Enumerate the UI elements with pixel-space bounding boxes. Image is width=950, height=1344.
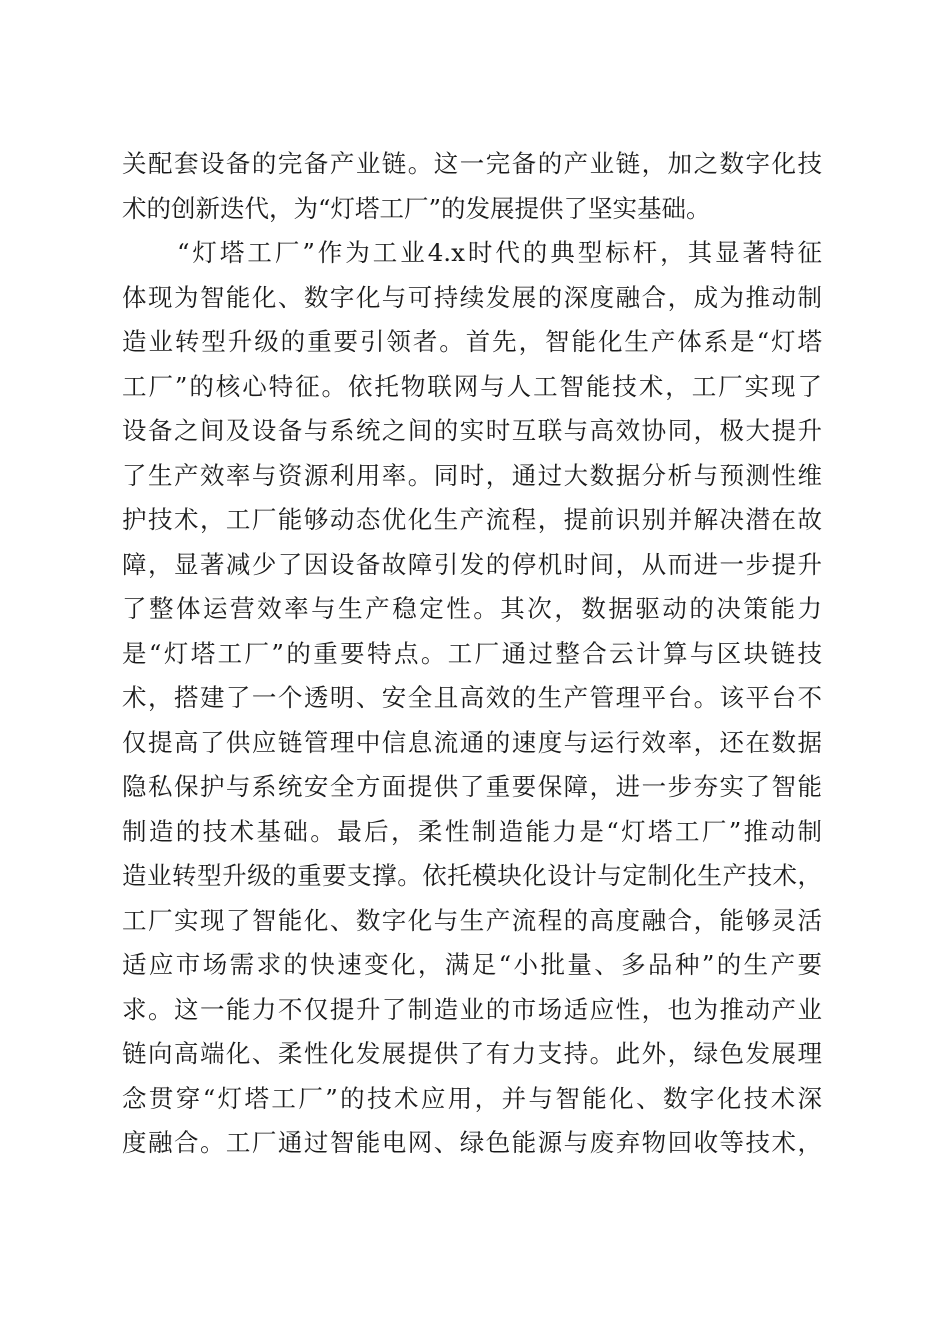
text-line: 设备之间及设备与系统之间的实时互联与高效协同，极大提升 — [122, 416, 822, 445]
text-line: 隐私保护与系统安全方面提供了重要保障，进一步夯实了智能 — [122, 772, 822, 801]
text-line: 工厂”的核心特征。依托物联网与人工智能技术，工厂实现了 — [122, 371, 822, 401]
text-line: “灯塔工厂”作为工业4.x时代的典型标杆，其显著特征 — [122, 238, 822, 267]
text-line: 是“灯塔工厂”的重要特点。工厂通过整合云计算与区块链技 — [122, 638, 822, 668]
text-line: 求。这一能力不仅提升了制造业的市场适应性，也为推动产业 — [122, 994, 822, 1024]
text-line: 术的创新迭代，为“灯塔工厂”的发展提供了坚实基础。 — [122, 193, 711, 223]
text-line: 链向高端化、柔性化发展提供了有力支持。此外，绿色发展理 — [122, 1039, 822, 1068]
text-line: 念贯穿“灯塔工厂”的技术应用，并与智能化、数字化技术深 — [122, 1083, 822, 1113]
text-line: 体现为智能化、数字化与可持续发展的深度融合，成为推动制 — [122, 282, 822, 312]
text-line: 术，搭建了一个透明、安全且高效的生产管理平台。该平台不 — [122, 683, 822, 712]
text-line: 造业转型升级的重要引领者。首先，智能化生产体系是“灯塔 — [122, 327, 822, 356]
body-text — [122, 142, 822, 1166]
text-line: 了生产效率与资源利用率。同时，通过大数据分析与预测性维 — [122, 460, 822, 490]
text-line: 度融合。工厂通过智能电网、绿色能源与废弃物回收等技术， — [122, 1128, 822, 1157]
text-line: 护技术，工厂能够动态优化生产流程，提前识别并解决潜在故 — [122, 505, 822, 534]
text-line: 仅提高了供应链管理中信息流通的速度与运行效率，还在数据 — [122, 727, 822, 757]
text-line: 了整体运营效率与生产稳定性。其次，数据驱动的决策能力 — [122, 594, 822, 623]
text-line: 关配套设备的完备产业链。这一完备的产业链，加之数字化技 — [122, 149, 822, 178]
text-line: 障，显著减少了因设备故障引发的停机时间，从而进一步提升 — [122, 549, 822, 579]
text-line: 造业转型升级的重要支撑。依托模块化设计与定制化生产技术， — [122, 861, 822, 890]
text-line: 适应市场需求的快速变化，满足“小批量、多品种”的生产要 — [122, 950, 822, 979]
text-line: 制造的技术基础。最后，柔性制造能力是“灯塔工厂”推动制 — [122, 816, 822, 846]
text-line: 工厂实现了智能化、数字化与生产流程的高度融合，能够灵活 — [122, 905, 822, 935]
